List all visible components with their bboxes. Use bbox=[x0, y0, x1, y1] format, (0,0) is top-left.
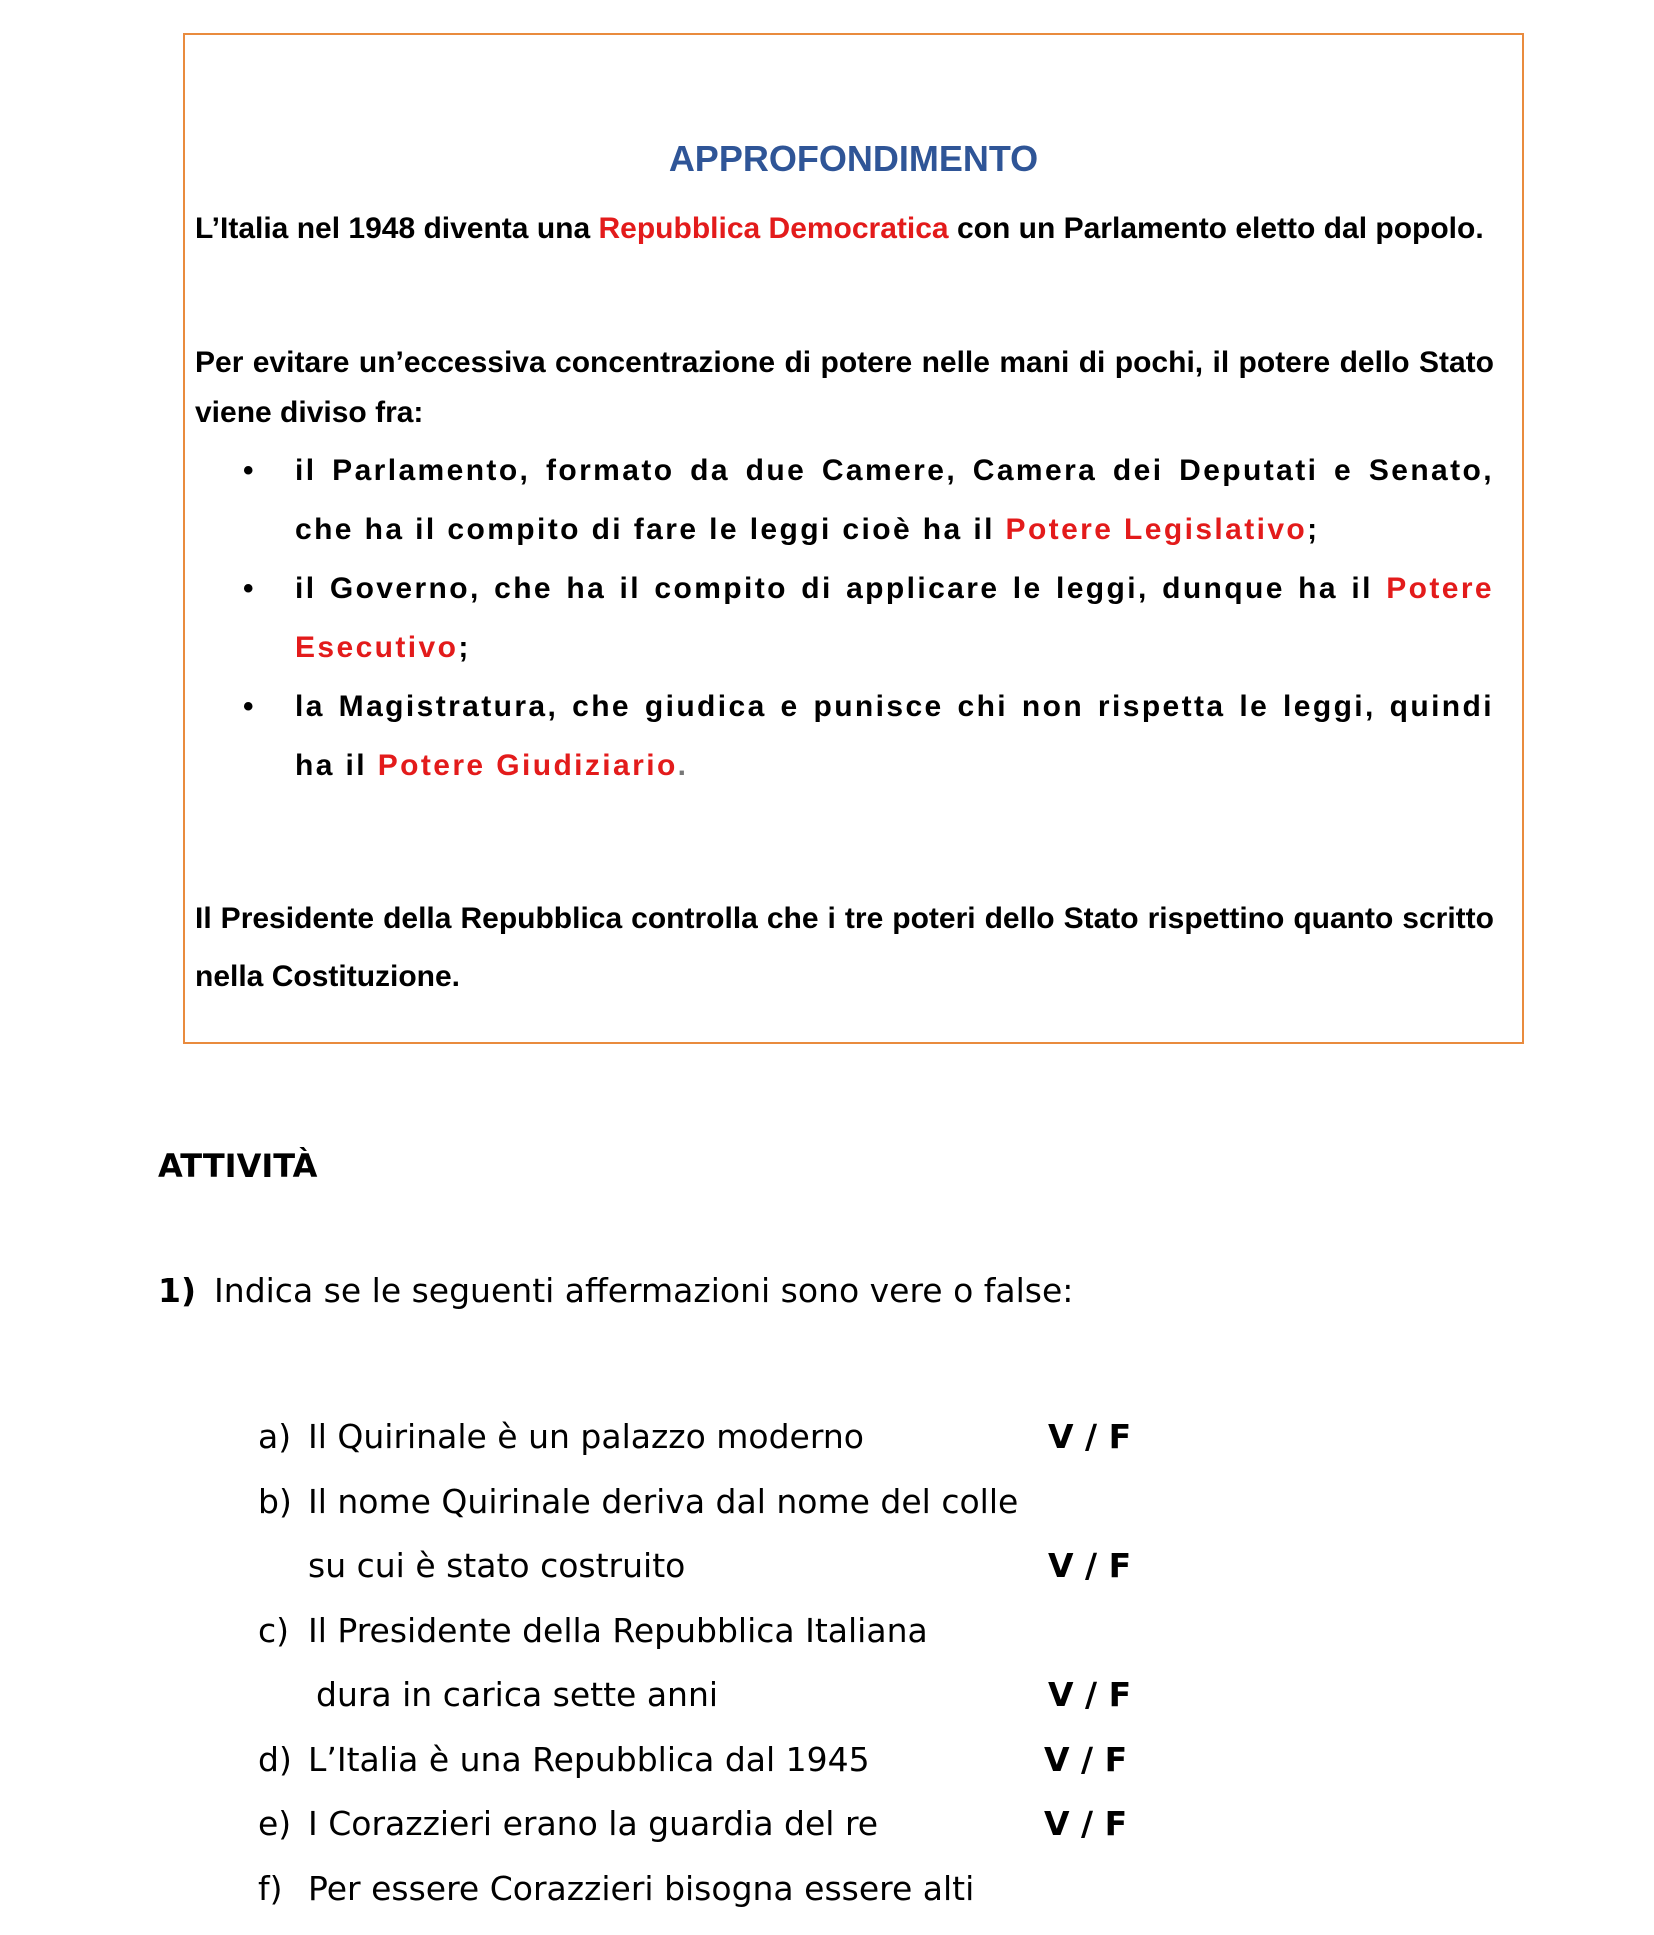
item-text: Il Presidente della Repubblica Italiana bbox=[308, 1610, 928, 1650]
paragraph-repubblica bbox=[195, 204, 1494, 254]
highlight-potere-legislativo: Potere Legislativo bbox=[1005, 513, 1308, 546]
list-item-text: la Magistratura, che giudica e punisce chi non rispetta le leggi, quindi ha il bbox=[295, 690, 1494, 782]
true-false-choice[interactable]: V / F bbox=[1048, 1546, 1132, 1585]
list-item-governo bbox=[243, 559, 1494, 677]
list-item-punct: ; bbox=[458, 631, 471, 664]
true-false-choice[interactable]: V / F bbox=[1048, 1675, 1132, 1714]
list-item-punct: ; bbox=[1307, 513, 1320, 546]
list-item-parlamento bbox=[243, 441, 1494, 559]
poteri-list bbox=[243, 441, 1494, 795]
true-false-list bbox=[258, 1405, 1158, 1921]
paragraph-divisione-poteri: Per evitare un’eccessiva concentrazione di potere nelle mani di pochi, il potere dello Stato viene diviso fra: bbox=[195, 346, 1494, 429]
true-false-choice[interactable]: V / F bbox=[1044, 1804, 1128, 1843]
highlight-potere-giudiziario: Potere Giudiziario bbox=[377, 749, 678, 782]
true-false-choice[interactable]: V / F bbox=[1048, 1417, 1132, 1456]
question-number: 1) bbox=[158, 1271, 197, 1310]
highlight-potere-esecutivo: Potere Esecutivo bbox=[295, 572, 1494, 664]
item-letter: a) bbox=[258, 1417, 292, 1456]
item-text: Il nome Quirinale deriva dal nome del colle bbox=[308, 1481, 1019, 1521]
item-text: Il Quirinale è un palazzo moderno bbox=[308, 1417, 864, 1456]
item-letter: d) bbox=[258, 1739, 292, 1779]
item-text: I Corazzieri erano la guardia del re bbox=[308, 1804, 879, 1843]
list-item-f bbox=[258, 1857, 1158, 1922]
item-text: L’Italia è una Repubblica dal 1945 bbox=[308, 1739, 870, 1779]
bullet-icon: • bbox=[243, 690, 254, 723]
attivita-heading: ATTIVITÀ bbox=[158, 1147, 318, 1185]
paragraph-presidente: Il Presidente della Repubblica controlla che i tre poteri dello Stato rispettino quanto scritto nella Costituzione. bbox=[195, 902, 1494, 993]
item-letter: e) bbox=[258, 1804, 292, 1843]
list-item-e bbox=[258, 1792, 1158, 1857]
list-item-text: il Governo, che ha il compito di applicare le leggi, dunque ha il bbox=[295, 572, 1387, 605]
list-item-punct: . bbox=[677, 749, 689, 782]
box-title: APPROFONDIMENTO bbox=[668, 138, 1039, 179]
item-letter: c) bbox=[258, 1610, 290, 1650]
list-item-c bbox=[258, 1599, 1158, 1664]
list-item-b bbox=[258, 1470, 1158, 1535]
item-letter: f) bbox=[258, 1868, 283, 1908]
question-text: Indica se le seguenti affermazioni sono vere o false: bbox=[214, 1271, 1074, 1310]
item-letter: b) bbox=[258, 1481, 292, 1521]
list-item-magistratura bbox=[243, 677, 1494, 795]
list-item-d bbox=[258, 1728, 1158, 1793]
item-text: dura in carica sette anni bbox=[316, 1675, 719, 1714]
list-item-c-continued bbox=[258, 1663, 1158, 1728]
paragraph-text: L’Italia nel 1948 diventa una bbox=[195, 212, 599, 245]
list-item-b-continued bbox=[258, 1534, 1158, 1599]
question-1 bbox=[158, 1271, 1073, 1310]
item-text: su cui è stato costruito bbox=[308, 1546, 686, 1585]
list-item-a bbox=[258, 1405, 1158, 1470]
paragraph-text: con un Parlamento eletto dal popolo. bbox=[948, 212, 1484, 245]
true-false-choice[interactable]: V / F bbox=[1044, 1739, 1128, 1779]
list-item-text: il Parlamento, formato da due Camere, Camera dei Deputati e Senato, che ha il compito di fare le leggi cioè ha il bbox=[295, 454, 1494, 546]
bullet-icon: • bbox=[243, 454, 254, 487]
bullet-icon: • bbox=[243, 572, 254, 605]
item-text: Per essere Corazzieri bisogna essere alti bbox=[308, 1868, 975, 1908]
highlight-repubblica-democratica: Repubblica Democratica bbox=[598, 212, 949, 245]
